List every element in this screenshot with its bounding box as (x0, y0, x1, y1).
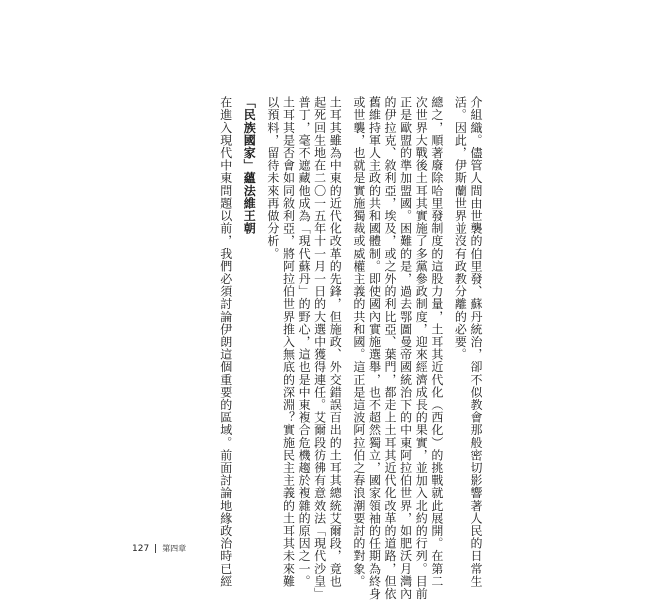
text-column: 活。因此，伊斯蘭世界並沒有政教分離的必要。 (453, 96, 468, 361)
section-heading: 「民族國家」蘊法維王朝 (242, 96, 257, 235)
text-column: 以預料，留待未來再做分析。 (265, 96, 280, 260)
text-column: 介組織。儘管人間由世襲的伯里發、蘇丹統治，卻不似教會那般密切影響著人民的日常生 (469, 96, 483, 588)
section-gap (256, 96, 264, 516)
vertical-text-block (217, 96, 483, 600)
paragraph-gap (342, 96, 350, 516)
text-column: 次世界大戰後土耳其實施了多黨參政制度，迎來經濟成長的果實，並加入北約的行列。目前 (414, 96, 429, 600)
text-column: 或世襲，也就是實施獨裁或威權主義的共和國。這正是這波阿拉伯之春浪潮要討的對象。 (351, 96, 366, 588)
chapter-label: 第四章 (162, 544, 187, 553)
text-column: 土耳其雖為中東的近代化改革的先鋒，但施政、外交錯誤百出的土耳其總統艾爾段，竟也 (328, 96, 343, 588)
text-column: 正是歐盟的準加盟國。困難的是，過去鄂圖曼帝國統治下的中東阿拉伯世界，如肥沃月灣內 (398, 96, 413, 600)
footer-divider (155, 544, 156, 553)
text-column: 舊維持軍人主政的共和國體制。即使國內實施選舉，也不超然獨立，國家領袖的任期為終身 (367, 96, 382, 600)
text-column: 土耳其是否會如同敘利亞，將阿拉伯世界推入無底的深淵？實施民主主義的土耳其未來難 (281, 96, 296, 588)
text-column: 起死回生地在二〇一五年十一月一日的大選中獲得連任。艾爾段彷彿有意效法「現代沙皇」 (312, 96, 327, 600)
text-column: 的伊拉克、敘利亞，埃及，或之外的利比亞、葉門，都走上土耳其近代化改革的道路，但依 (383, 96, 398, 600)
page-footer (132, 543, 186, 554)
paragraph-gap (444, 96, 452, 516)
page-number: 127 (132, 543, 150, 554)
text-column: 總之，順著廢除哈里發制度的這股力量，土耳其近代化（西化）的挑戰就此展開。在第二 (429, 96, 444, 588)
text-column: 在進入現代中東問題以前，我們必須討論伊朗這個重要的區域。前面討論地緣政治時已經 (218, 96, 233, 588)
text-column: 普丁，毫不遮藏他成為「現代蘇丹」的野心，這也是中東複合危機趨於複雜的原因之一。 (297, 96, 312, 588)
section-gap (233, 96, 241, 516)
